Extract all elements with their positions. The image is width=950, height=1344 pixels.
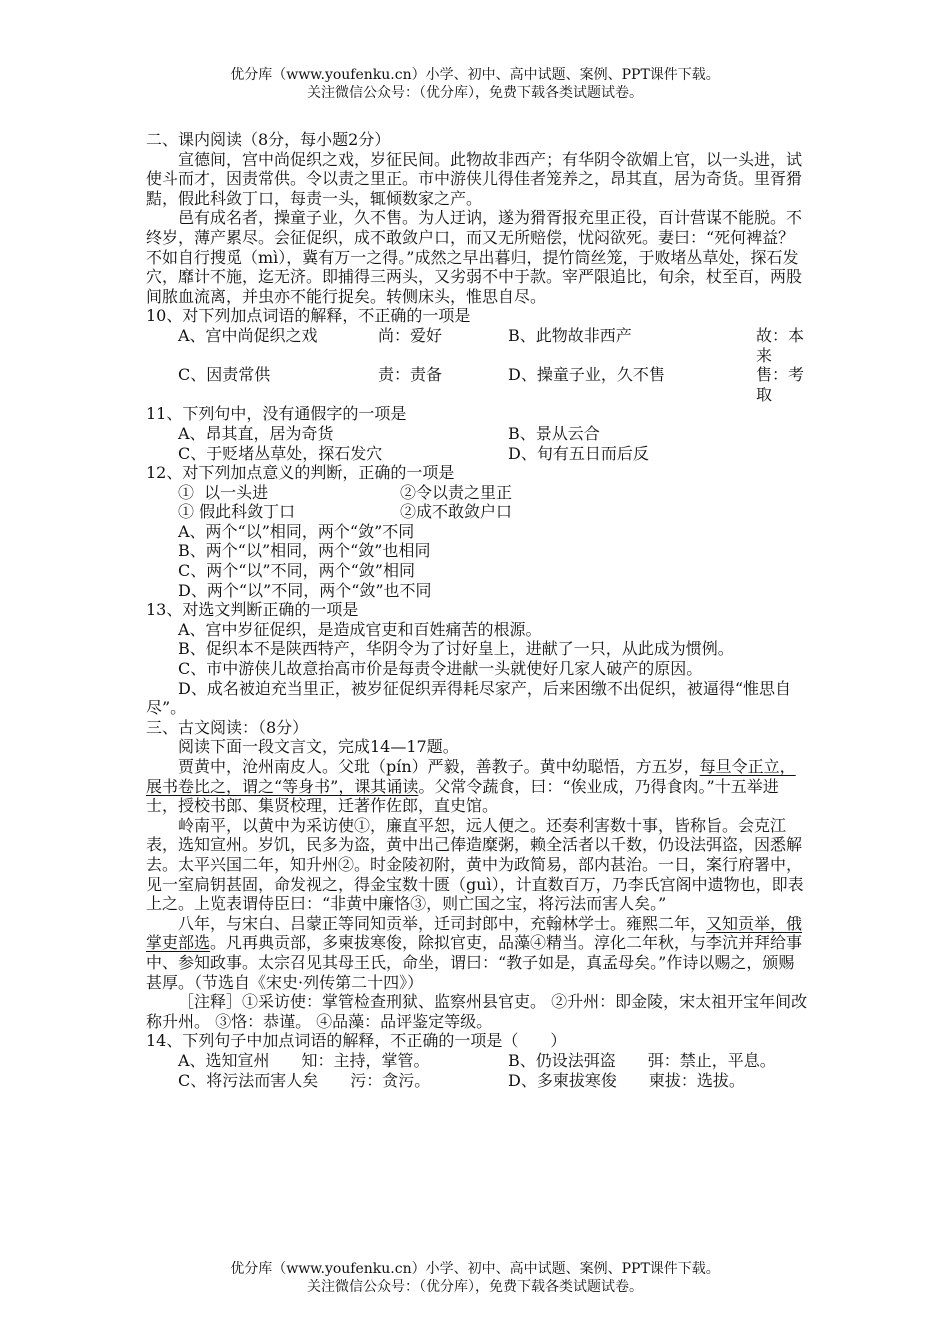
item-12-1b: ②令以责之里正: [400, 482, 513, 502]
classical-p1-end: 。父常令蔬食，曰：“俟业成，乃得食肉。”十五举进士，授校书郎、集贤校理，迁著作佐郎，直史馆。: [146, 776, 779, 816]
header-line-2: 关注微信公众号：（优分库），免费下载各类试题试卷。: [307, 85, 643, 101]
option-12-b: B、两个“以”相同，两个“敛”也相同: [178, 541, 431, 561]
option-14-d: D、多柬拔寒俊 柬拔：选拔。: [508, 1070, 745, 1090]
underlined-sentence-1: 每旦令正立，展书卷比之，谓之“等身书”，课其诵读: [146, 757, 796, 796]
classical-p1-start: 贾黄中，沧州南皮人。父玭（pín）严毅，善教子。黄中幼聪悟，方五岁，: [178, 757, 700, 776]
question-13-stem: 13、对选文判断正确的一项是: [146, 600, 359, 620]
question-12-stem: 12、对下列加点意义的判断，正确的一项是: [146, 463, 455, 483]
classical-paragraph-1: [146, 757, 808, 816]
option-14-b: B、仍设法弭盗 弭：禁止，平息。: [508, 1050, 776, 1070]
classical-p3-start: 八年，与宋白、吕蒙正等同知贡举，迁司封郎中，充翰林学士。雍熙二年，: [178, 913, 707, 933]
item-12-1a: ① 以一头进: [178, 482, 269, 502]
option-10-b: B、此物故非西产: [508, 325, 632, 345]
footer-line-1: 优分库（www.youfenku.cn）小学、初中、高中试题、案例、PPT课件下载。: [230, 1261, 720, 1277]
option-10-d-explanation: 售：考取: [756, 365, 805, 404]
page-header: [0, 66, 950, 102]
footer-line-2: 关注微信公众号：（优分库），免费下载各类试题试卷。: [307, 1279, 643, 1295]
option-10-a-explanation: 尚：爱好: [378, 325, 443, 345]
annotation-notes: ［注释］①采访使：掌管检查刑狱、监察州县官吏。 ②升州：即金陵，宋太祖开宝年间改称升州。 ③恪：恭谨。 ④品藻：品评鉴定等级。: [146, 992, 808, 1031]
question-10-row-2: [146, 365, 808, 404]
passage-paragraph-1: 宣德间，宫中尚促织之戏，岁征民间。此物故非西产；有华阴令欲媚上官，以一头进，试使斗而才，因责常供。令以责之里正。市中游侠儿得佳者笼养之，昂其直，居为奇货。里胥猾黠，假此科敛丁口，每责一头，辄倾数家之产。: [146, 149, 803, 208]
item-12-2a: ① 假此科敛丁口: [178, 502, 296, 522]
option-10-d: D、操童子业，久不售: [508, 365, 665, 385]
header-line-1: 优分库（www.youfenku.cn）小学、初中、高中试题、案例、PPT课件下载。: [230, 67, 720, 83]
question-11-stem: 11、下列句中，没有通假字的一项是: [146, 404, 407, 424]
option-11-c: C、于贬堵丛草处，探石发穴: [178, 443, 383, 463]
option-12-a: A、两个“以”相同，两个“敛”不同: [178, 521, 415, 541]
document-body: [146, 130, 808, 1090]
option-13-c: C、市中游侠儿故意抬高市价是每责令进献一头就使好几家人破产的原因。: [178, 659, 703, 679]
classical-paragraph-2: 岭南平，以黄中为采访使①，廉直平恕，远人便之。还奏利害数十事，皆称旨。会克江表，选知宣州。岁饥，民多为盗，黄中出己俸造糜粥，赖全活者以千数，仍设法弭盗，因悉解去。太平兴国二年，知升州②。时金陵初附，黄中为政简易，部内甚治。一日，案行府署中，见一室扃钥甚固，命发视之，得金宝数十匮（guì），计直数百万，乃李氏宫阁中遗物也，即表上之。上览表谓侍臣曰：“非黄中廉恪③，则亡国之宝，将污法而害人矣。”: [146, 815, 804, 914]
option-10-c-explanation: 责：责备: [378, 365, 443, 385]
option-11-d: D、旬有五日而后反: [508, 443, 649, 463]
option-10-b-explanation: 故：本来: [756, 325, 805, 365]
option-14-c: C、将污法而害人矣 污：贪污。: [178, 1070, 431, 1090]
question-11-row-2: [146, 444, 808, 464]
underlined-sentence-2: 又知贡举，俄掌吏部选: [146, 913, 803, 953]
option-10-c: C、因责常供: [178, 365, 271, 385]
question-11-row-1: [146, 424, 808, 444]
question-14-row-1: [146, 1051, 808, 1071]
question-10-stem: 10、对下列加点词语的解释，不正确的一项是: [146, 306, 471, 326]
option-13-d: D、成名被迫充当里正，被岁征促织弄得耗尽家产，后来困缴不出促织，被逼得“惟思自尽”。: [146, 678, 792, 718]
option-12-c: C、两个“以”不同，两个“敛”相同: [178, 561, 415, 581]
question-12-items-1: [146, 483, 808, 503]
option-12-d: D、两个“以”不同，两个“敛”也不同: [178, 580, 432, 600]
option-13-b: B、促织本不是陕西特产，华阴令为了讨好皇上，进献了一只，从此成为惯例。: [178, 639, 734, 659]
item-12-2b: ②成不敢敛户口: [400, 502, 513, 522]
section-3-intro: 阅读下面一段文言文，完成14—17题。: [178, 737, 459, 757]
question-14-stem: 14、下列句子中加点词语的解释，不正确的一项是（ ）: [146, 1031, 567, 1051]
section-2-title: 二、课内阅读（8分，每小题2分）: [146, 130, 391, 149]
passage-paragraph-2: 邑有成名者，操童子业，久不售。为人迂讷，遂为猾胥报充里正役，百计营谋不能脱。不终岁，薄产累尽。会征促织，成不敢敛户口，而又无所赔偿，忧闷欲死。妻曰：“死何裨益？不如自行搜觅（mì），冀有万一之得。”成然之早出暮归，提竹筒丝笼，于败堵丛草处，探石发穴，靡计不施，迄无济。即捕得三两头，又劣弱不中于款。宰严限追比，旬余，杖至百，两股间脓血流离，并虫亦不能行捉矣。转侧床头，惟思自尽。: [146, 208, 803, 306]
classical-paragraph-3: [146, 914, 808, 992]
option-10-a: A、宫中尚促织之戏: [178, 325, 318, 345]
option-13-a: A、宫中岁征促织，是造成官吏和百姓痛苦的根源。: [178, 619, 542, 639]
section-3-title: 三、古文阅读：（8分）: [146, 717, 309, 737]
option-14-a: A、选知宣州 知：主持，掌管。: [178, 1050, 430, 1070]
option-11-b: B、景从云合: [508, 423, 600, 443]
question-10-row-1: [146, 326, 808, 365]
option-11-a: A、昂其直，居为奇货: [178, 423, 334, 443]
question-12-items-2: [146, 502, 808, 522]
classical-p3-end: 。凡再典贡部，多柬拔寒俊，除拟官吏，品藻④精当。淳化二年秋，与李沆并拜给事中、参知政事。太宗召见其母王氏，命坐，谓曰：“教子如是，真孟母矣。”作诗以赐之，颁赐甚厚。（节选自《宋史·列传第二十四》）: [146, 933, 803, 992]
page-footer: [0, 1260, 950, 1296]
question-14-row-2: [146, 1071, 808, 1091]
